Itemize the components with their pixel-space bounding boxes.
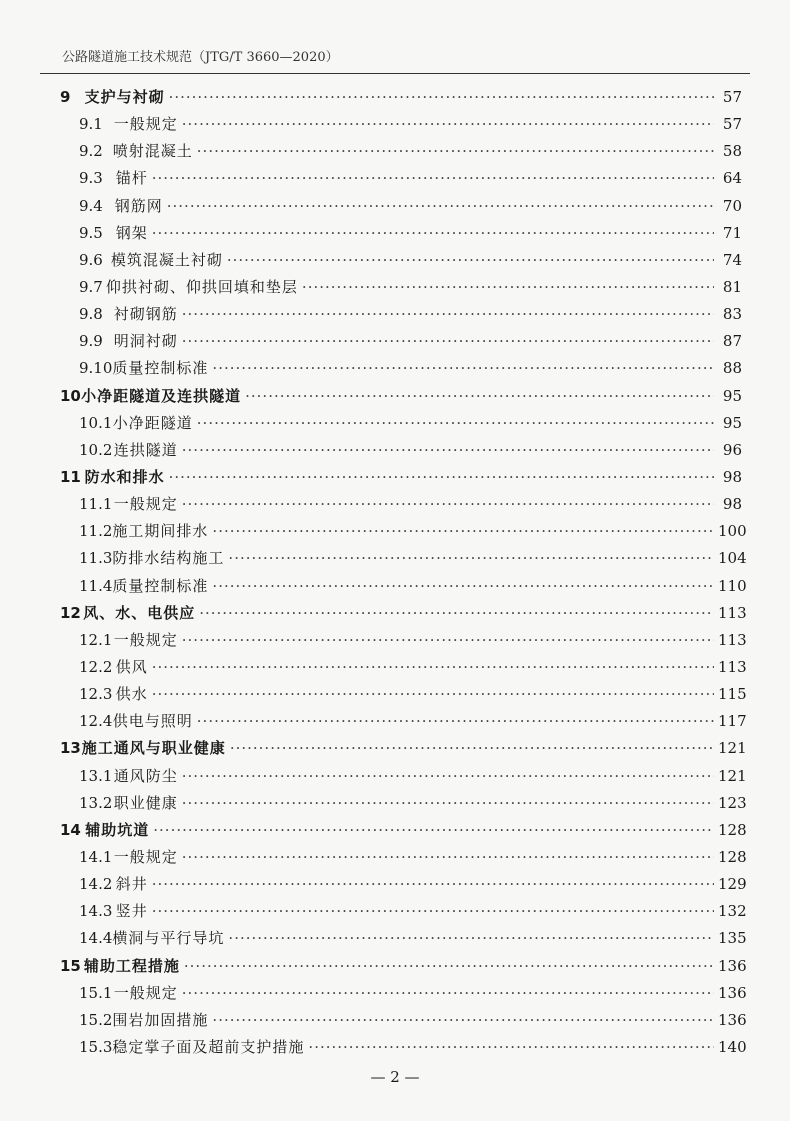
toc-entry-title: 模筑混凝土衬砌 bbox=[110, 250, 223, 269]
toc-entry-number: 14.4 bbox=[79, 929, 113, 948]
toc-leader-dots bbox=[152, 687, 714, 702]
toc-leader-dots bbox=[228, 931, 714, 946]
toc-leader-dots bbox=[197, 714, 714, 729]
toc-section-entry[interactable] bbox=[60, 274, 742, 301]
toc-entry-number: 13.1 bbox=[79, 766, 113, 785]
toc-entry-page: 121 bbox=[718, 766, 747, 785]
toc-entry-title: 锚杆 bbox=[115, 169, 148, 188]
toc-entry-number: 13.2 bbox=[79, 793, 113, 812]
toc-entry-title: 喷射混凝土 bbox=[112, 142, 193, 161]
toc-leader-dots bbox=[169, 470, 714, 485]
toc-entry-title: 围岩加固措施 bbox=[112, 1010, 209, 1029]
toc-entry-number: 9.3 bbox=[79, 169, 103, 188]
toc-leader-dots bbox=[152, 226, 714, 241]
toc-leader-dots bbox=[152, 660, 714, 675]
toc-entry-title: 辅助工程措施 bbox=[83, 956, 180, 975]
toc-entry-title: 风、水、电供应 bbox=[83, 603, 196, 622]
toc-entry-title: 连拱隧道 bbox=[113, 440, 178, 459]
toc-entry-title: 通风防尘 bbox=[113, 766, 178, 785]
toc-section-entry[interactable] bbox=[60, 573, 747, 600]
toc-leader-dots bbox=[152, 877, 714, 892]
toc-section-entry[interactable] bbox=[60, 871, 747, 898]
toc-entry-title: 职业健康 bbox=[113, 793, 178, 812]
toc-entry-page: 83 bbox=[722, 305, 742, 324]
toc-entry-title: 小净距隧道 bbox=[112, 413, 193, 432]
toc-section-entry[interactable] bbox=[60, 790, 747, 817]
toc-entry-number: 9.8 bbox=[79, 305, 103, 324]
toc-section-entry[interactable] bbox=[60, 355, 742, 382]
toc-section-entry[interactable] bbox=[60, 898, 747, 925]
toc-entry-number: 15 bbox=[60, 956, 81, 975]
toc-entry-title: 钢筋网 bbox=[114, 196, 163, 215]
toc-entry-title: 质量控制标准 bbox=[112, 576, 209, 595]
toc-section-entry[interactable] bbox=[60, 491, 742, 518]
toc-leader-dots bbox=[230, 741, 714, 756]
toc-entry-number: 15.2 bbox=[79, 1010, 113, 1029]
toc-leader-dots bbox=[169, 90, 714, 105]
toc-leader-dots bbox=[184, 959, 714, 974]
toc-leader-dots bbox=[182, 117, 714, 132]
toc-entry-page: 113 bbox=[718, 603, 747, 622]
toc-entry-title: 明洞衬砌 bbox=[113, 332, 178, 351]
toc-leader-dots bbox=[212, 1013, 714, 1028]
toc-section-entry[interactable] bbox=[60, 925, 747, 952]
toc-section-entry[interactable] bbox=[60, 165, 742, 192]
toc-entry-title: 钢架 bbox=[115, 223, 148, 242]
toc-section-entry[interactable] bbox=[60, 1034, 747, 1061]
toc-entry-title: 辅助坑道 bbox=[85, 820, 150, 839]
toc-entry-number: 9.10 bbox=[79, 359, 113, 378]
toc-entry-title: 一般规定 bbox=[113, 848, 178, 866]
toc-entry-number: 11.2 bbox=[79, 522, 113, 541]
toc-entry-page: 136 bbox=[718, 956, 747, 975]
toc-entry-number: 9.4 bbox=[79, 196, 103, 215]
toc-entry-page: 95 bbox=[722, 386, 742, 405]
toc-entry-title: 支护与衬砌 bbox=[84, 88, 165, 107]
toc-chapter-entry[interactable] bbox=[60, 735, 747, 762]
toc-entry-page: 100 bbox=[718, 522, 747, 541]
toc-entry-page: 95 bbox=[722, 413, 742, 432]
toc-leader-dots bbox=[152, 171, 714, 186]
toc-leader-dots bbox=[199, 606, 714, 621]
header-divider bbox=[40, 73, 750, 74]
toc-leader-dots bbox=[212, 524, 714, 539]
toc-leader-dots bbox=[182, 497, 714, 512]
toc-section-entry[interactable] bbox=[60, 681, 747, 708]
toc-entry-page: 70 bbox=[722, 196, 742, 215]
toc-leader-dots bbox=[308, 1040, 714, 1055]
toc-entry-number: 10.1 bbox=[79, 413, 113, 432]
toc-leader-dots bbox=[153, 823, 714, 838]
toc-section-entry[interactable] bbox=[60, 518, 747, 545]
toc-entry-page: 87 bbox=[722, 332, 742, 351]
toc-entry-number: 13 bbox=[60, 739, 81, 758]
toc-entry-title: 一般规定 bbox=[113, 495, 178, 514]
toc-entry-page: 57 bbox=[722, 88, 742, 107]
toc-entry-number: 14 bbox=[60, 820, 81, 839]
toc-leader-dots bbox=[167, 199, 714, 214]
toc-section-entry[interactable] bbox=[60, 763, 747, 790]
toc-entry-number: 12 bbox=[60, 603, 81, 622]
toc-section-entry[interactable] bbox=[60, 220, 742, 247]
toc-leader-dots bbox=[182, 334, 714, 349]
toc-entry-number: 15.3 bbox=[79, 1037, 113, 1056]
toc-entry-page: 96 bbox=[722, 440, 742, 459]
toc-entry-page: 129 bbox=[718, 875, 747, 894]
table-of-contents bbox=[60, 84, 747, 1061]
toc-entry-page: 74 bbox=[722, 250, 742, 269]
toc-entry-title: 一般规定 bbox=[113, 630, 178, 649]
toc-leader-dots bbox=[152, 904, 714, 919]
toc-entry-page: 98 bbox=[722, 468, 742, 487]
toc-chapter-entry[interactable] bbox=[60, 600, 747, 627]
toc-section-entry[interactable] bbox=[60, 980, 747, 1007]
toc-entry-title: 一般规定 bbox=[113, 115, 178, 134]
toc-section-entry[interactable] bbox=[60, 1007, 747, 1034]
toc-entry-number: 14.2 bbox=[79, 875, 113, 894]
toc-section-entry[interactable] bbox=[60, 627, 747, 654]
toc-entry-number: 15.1 bbox=[79, 983, 113, 1002]
toc-entry-page: 115 bbox=[718, 685, 747, 704]
toc-section-entry[interactable] bbox=[60, 654, 747, 681]
toc-entry-page: 57 bbox=[722, 115, 742, 134]
toc-leader-dots bbox=[182, 443, 714, 458]
toc-entry-title: 竖井 bbox=[115, 902, 148, 921]
toc-entry-title: 横洞与平行导坑 bbox=[112, 929, 225, 948]
toc-entry-page: 88 bbox=[722, 359, 742, 378]
toc-entry-page: 128 bbox=[718, 820, 747, 839]
toc-entry-number: 9.5 bbox=[79, 223, 103, 242]
toc-entry-number: 9.2 bbox=[79, 142, 103, 161]
toc-entry-page: 136 bbox=[718, 983, 747, 1002]
toc-entry-number: 12.1 bbox=[79, 630, 113, 649]
toc-entry-page: 135 bbox=[718, 929, 747, 948]
toc-section-entry[interactable] bbox=[60, 301, 742, 328]
toc-entry-number: 11.1 bbox=[79, 495, 113, 514]
toc-entry-page: 64 bbox=[722, 169, 742, 188]
toc-entry-page: 113 bbox=[718, 630, 747, 649]
toc-chapter-entry[interactable] bbox=[60, 84, 742, 111]
toc-entry-title: 仰拱衬砌、仰拱回填和垫层 bbox=[105, 278, 298, 297]
toc-entry-number: 12.2 bbox=[79, 658, 113, 677]
toc-entry-number: 9.7 bbox=[79, 278, 103, 297]
toc-entry-title: 衬砌钢筋 bbox=[113, 305, 178, 324]
toc-leader-dots bbox=[182, 633, 714, 648]
toc-entry-page: 121 bbox=[718, 739, 747, 758]
toc-entry-number: 9 bbox=[60, 88, 71, 107]
toc-leader-dots bbox=[182, 850, 714, 865]
toc-entry-page: 104 bbox=[718, 549, 747, 568]
toc-entry-title: 稳定掌子面及超前支护措施 bbox=[112, 1037, 305, 1056]
toc-entry-title: 施工期间排水 bbox=[112, 522, 209, 541]
toc-entry-page: 71 bbox=[722, 223, 742, 242]
toc-entry-page: 58 bbox=[722, 142, 742, 161]
toc-entry-title: 一般规定 bbox=[113, 983, 178, 1002]
toc-entry-number: 11 bbox=[60, 468, 81, 487]
page-number: — 2 — bbox=[370, 1068, 420, 1086]
toc-leader-dots bbox=[197, 416, 714, 431]
toc-leader-dots bbox=[182, 769, 714, 784]
toc-leader-dots bbox=[182, 796, 714, 811]
toc-section-entry[interactable] bbox=[60, 138, 742, 165]
toc-entry-number: 11.4 bbox=[79, 576, 113, 595]
toc-entry-title: 供电与照明 bbox=[112, 712, 193, 731]
toc-entry-title: 供风 bbox=[115, 658, 148, 677]
toc-entry-title: 质量控制标准 bbox=[112, 359, 209, 378]
running-header: 公路隧道施工技术规范（JTG/T 3660—2020） bbox=[62, 50, 339, 65]
toc-section-entry[interactable] bbox=[60, 410, 742, 437]
toc-section-entry[interactable] bbox=[60, 708, 747, 735]
toc-entry-number: 10.2 bbox=[79, 440, 113, 459]
toc-chapter-entry[interactable] bbox=[60, 383, 742, 410]
toc-entry-page: 136 bbox=[718, 1010, 747, 1029]
toc-leader-dots bbox=[212, 579, 714, 594]
toc-entry-page: 98 bbox=[722, 495, 742, 514]
toc-entry-title: 斜井 bbox=[115, 875, 148, 894]
toc-leader-dots bbox=[182, 986, 714, 1001]
toc-section-entry[interactable] bbox=[60, 328, 742, 355]
toc-section-entry[interactable] bbox=[60, 193, 742, 220]
toc-leader-dots bbox=[227, 253, 714, 268]
toc-leader-dots bbox=[245, 389, 714, 404]
toc-section-entry[interactable] bbox=[60, 545, 747, 572]
toc-chapter-entry[interactable] bbox=[60, 953, 747, 980]
toc-entry-page: 140 bbox=[718, 1037, 747, 1056]
toc-entry-number: 11.3 bbox=[79, 549, 113, 568]
toc-leader-dots bbox=[182, 307, 714, 322]
toc-entry-page: 132 bbox=[718, 902, 747, 921]
toc-section-entry[interactable] bbox=[60, 111, 742, 138]
toc-section-entry[interactable] bbox=[60, 247, 742, 274]
toc-entry-title: 供水 bbox=[115, 685, 148, 704]
toc-entry-number: 9.1 bbox=[79, 115, 103, 134]
toc-entry-page: 117 bbox=[718, 712, 747, 731]
toc-entry-page: 81 bbox=[722, 278, 742, 297]
toc-leader-dots bbox=[302, 280, 714, 295]
toc-entry-page: 123 bbox=[718, 793, 747, 812]
toc-entry-number: 9.6 bbox=[79, 250, 103, 269]
toc-chapter-entry[interactable] bbox=[60, 464, 742, 491]
toc-section-entry[interactable] bbox=[60, 437, 742, 464]
toc-entry-number: 12.3 bbox=[79, 685, 113, 704]
toc-leader-dots bbox=[212, 361, 714, 376]
toc-entry-page: 113 bbox=[718, 658, 747, 677]
toc-entry-number: 9.9 bbox=[79, 332, 103, 351]
toc-entry-title: 防水和排水 bbox=[84, 468, 165, 487]
toc-entry-number: 10 bbox=[60, 386, 81, 405]
toc-leader-dots bbox=[228, 551, 714, 566]
toc-entry-title: 施工通风与职业健康 bbox=[81, 739, 226, 758]
toc-entry-page: 110 bbox=[718, 576, 747, 595]
toc-entry-page: 128 bbox=[718, 848, 747, 866]
toc-leader-dots bbox=[197, 144, 714, 159]
toc-entry-title: 小净距隧道及连拱隧道 bbox=[81, 386, 242, 405]
toc-section-entry[interactable] bbox=[60, 844, 747, 871]
toc-entry-title: 防排水结构施工 bbox=[112, 549, 225, 568]
toc-entry-number: 14.1 bbox=[79, 848, 113, 866]
toc-entry-number: 12.4 bbox=[79, 712, 113, 731]
toc-entry-number: 14.3 bbox=[79, 902, 113, 921]
toc-chapter-entry[interactable] bbox=[60, 817, 747, 844]
